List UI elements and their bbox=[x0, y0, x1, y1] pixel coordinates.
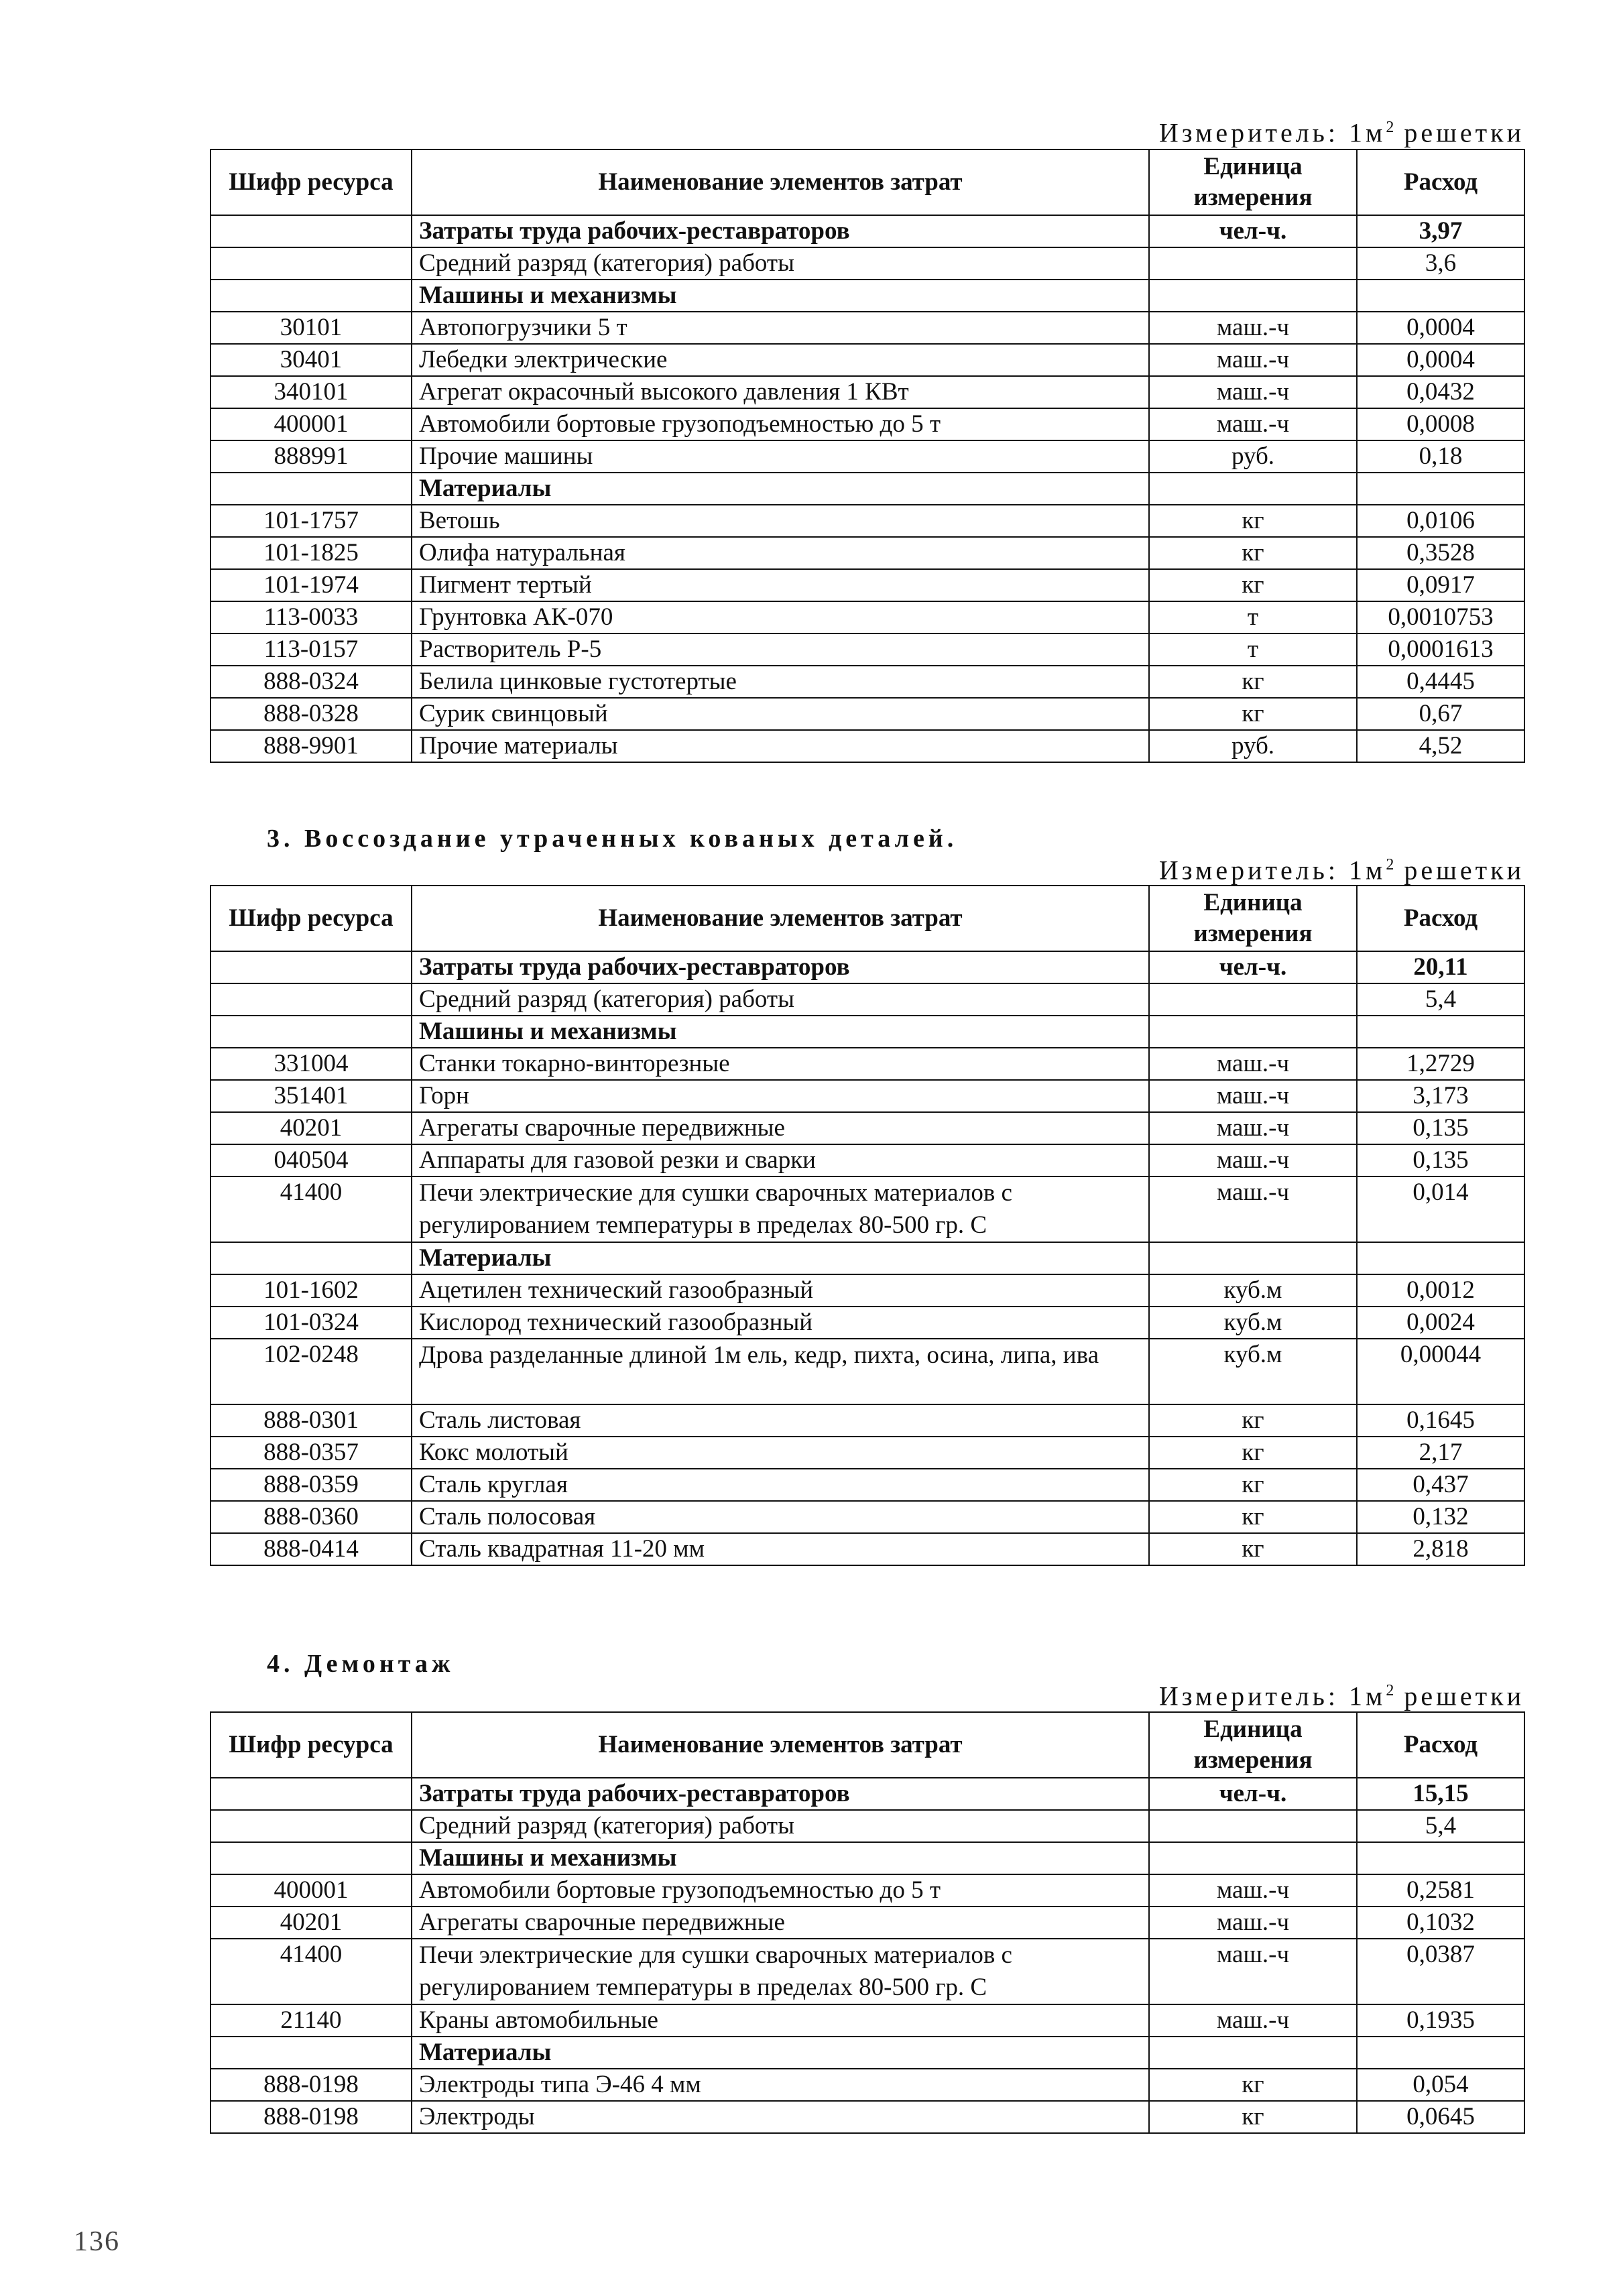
header-unit: Единица измерения bbox=[1149, 149, 1357, 215]
cost-element-name-cell: Сурик свинцовый bbox=[412, 698, 1149, 730]
table-row bbox=[211, 569, 1524, 601]
cost-element-name-cell: Затраты труда рабочих-реставраторов bbox=[412, 215, 1149, 247]
table-row bbox=[211, 440, 1524, 473]
consumption-value-cell: 0,054 bbox=[1357, 2069, 1524, 2101]
table-row bbox=[211, 633, 1524, 666]
resource-code-cell: 101-1602 bbox=[211, 1274, 412, 1307]
unit-cell: маш.-ч bbox=[1149, 1874, 1357, 1907]
table-header-row bbox=[211, 886, 1524, 951]
resource-code-cell: 400001 bbox=[211, 1874, 412, 1907]
consumption-value-cell: 0,0004 bbox=[1357, 312, 1524, 344]
unit-cell: кг bbox=[1149, 1501, 1357, 1533]
consumption-value-cell: 0,0008 bbox=[1357, 408, 1524, 440]
table-row bbox=[211, 1842, 1524, 1874]
consumption-value-cell: 5,4 bbox=[1357, 1810, 1524, 1842]
table-row bbox=[211, 215, 1524, 247]
table-header-row bbox=[211, 149, 1524, 215]
resource-code-cell: 888-0328 bbox=[211, 698, 412, 730]
table-row bbox=[211, 951, 1524, 983]
table-row bbox=[211, 280, 1524, 312]
resource-table bbox=[210, 149, 1525, 763]
unit-cell bbox=[1149, 473, 1357, 505]
consumption-value-cell: 4,52 bbox=[1357, 730, 1524, 762]
cost-element-name-cell: Материалы bbox=[412, 1242, 1149, 1274]
table-row bbox=[211, 601, 1524, 633]
cost-element-name-cell: Прочие машины bbox=[412, 440, 1149, 473]
unit-cell: руб. bbox=[1149, 730, 1357, 762]
cost-element-name-cell: Машины и механизмы bbox=[412, 1016, 1149, 1048]
cost-element-name-cell: Белила цинковые густотертые bbox=[412, 666, 1149, 698]
cost-element-name-cell: Агрегаты сварочные передвижные bbox=[412, 1907, 1149, 1939]
cost-element-name-cell: Средний разряд (категория) работы bbox=[412, 983, 1149, 1016]
consumption-value-cell: 0,0010753 bbox=[1357, 601, 1524, 633]
table-row bbox=[211, 1242, 1524, 1274]
unit-cell: руб. bbox=[1149, 440, 1357, 473]
resource-code-cell bbox=[211, 280, 412, 312]
cost-element-name-cell: Аппараты для газовой резки и сварки bbox=[412, 1144, 1149, 1176]
unit-cell: маш.-ч bbox=[1149, 1907, 1357, 1939]
table-row bbox=[211, 1112, 1524, 1144]
resource-table bbox=[210, 885, 1525, 1566]
cost-element-name-cell: Автомобили бортовые грузоподъемностью до 5 т bbox=[412, 1874, 1149, 1907]
cost-element-name-cell: Электроды типа Э-46 4 мм bbox=[412, 2069, 1149, 2101]
resource-code-cell bbox=[211, 983, 412, 1016]
cost-element-name-cell: Затраты труда рабочих-реставраторов bbox=[412, 951, 1149, 983]
consumption-value-cell bbox=[1357, 2037, 1524, 2069]
cost-element-name-cell: Сталь квадратная 11-20 мм bbox=[412, 1533, 1149, 1565]
table-row bbox=[211, 247, 1524, 280]
cost-element-name-cell: Машины и механизмы bbox=[412, 1842, 1149, 1874]
consumption-value-cell: 0,2581 bbox=[1357, 1874, 1524, 1907]
unit-cell: чел-ч. bbox=[1149, 951, 1357, 983]
unit-cell: кг bbox=[1149, 2101, 1357, 2133]
unit-cell: маш.-ч bbox=[1149, 376, 1357, 408]
consumption-value-cell: 0,014 bbox=[1357, 1176, 1524, 1242]
table-row bbox=[211, 1339, 1524, 1404]
consumption-value-cell: 2,17 bbox=[1357, 1437, 1524, 1469]
consumption-value-cell bbox=[1357, 1016, 1524, 1048]
table-row bbox=[211, 505, 1524, 537]
resource-code-cell: 888-0198 bbox=[211, 2069, 412, 2101]
header-cost-element-name: Наименование элементов затрат bbox=[412, 1712, 1149, 1778]
resource-code-cell: 30401 bbox=[211, 344, 412, 376]
resource-code-cell bbox=[211, 1016, 412, 1048]
unit-cell: кг bbox=[1149, 1533, 1357, 1565]
measure-unit-label: Измеритель: $1м^2$ решетки bbox=[1158, 117, 1524, 148]
consumption-value-cell bbox=[1357, 280, 1524, 312]
unit-cell bbox=[1149, 1242, 1357, 1274]
cost-element-name-cell: Лебедки электрические bbox=[412, 344, 1149, 376]
resource-code-cell: 113-0033 bbox=[211, 601, 412, 633]
cost-element-name-cell: Автопогрузчики 5 т bbox=[412, 312, 1149, 344]
unit-cell: кг bbox=[1149, 698, 1357, 730]
cost-element-name-cell: Средний разряд (категория) работы bbox=[412, 1810, 1149, 1842]
resource-code-cell: 113-0157 bbox=[211, 633, 412, 666]
unit-cell: маш.-ч bbox=[1149, 408, 1357, 440]
resource-code-cell: 21140 bbox=[211, 2004, 412, 2037]
unit-cell: маш.-ч bbox=[1149, 1048, 1357, 1080]
cost-element-name-cell: Сталь листовая bbox=[412, 1404, 1149, 1437]
unit-cell: куб.м bbox=[1149, 1274, 1357, 1307]
header-unit: Единица измерения bbox=[1149, 886, 1357, 951]
cost-element-name-cell: Прочие материалы bbox=[412, 730, 1149, 762]
resource-code-cell: 30101 bbox=[211, 312, 412, 344]
table-row bbox=[211, 2037, 1524, 2069]
unit-cell: куб.м bbox=[1149, 1307, 1357, 1339]
resource-code-cell: 41400 bbox=[211, 1939, 412, 2004]
header-consumption: Расход bbox=[1357, 1712, 1524, 1778]
consumption-value-cell: 0,0106 bbox=[1357, 505, 1524, 537]
unit-cell: маш.-ч bbox=[1149, 1112, 1357, 1144]
unit-cell: кг bbox=[1149, 1437, 1357, 1469]
table-row bbox=[211, 1307, 1524, 1339]
header-consumption: Расход bbox=[1357, 886, 1524, 951]
consumption-value-cell: 15,15 bbox=[1357, 1778, 1524, 1810]
cost-element-name-cell: Ацетилен технический газообразный bbox=[412, 1274, 1149, 1307]
consumption-value-cell: 0,1935 bbox=[1357, 2004, 1524, 2037]
table-row bbox=[211, 376, 1524, 408]
consumption-value-cell: 0,18 bbox=[1357, 440, 1524, 473]
resource-code-cell: 351401 bbox=[211, 1080, 412, 1112]
table-row bbox=[211, 2069, 1524, 2101]
cost-element-name-cell: Средний разряд (категория) работы bbox=[412, 247, 1149, 280]
table-row bbox=[211, 1144, 1524, 1176]
resource-code-cell bbox=[211, 951, 412, 983]
cost-element-name-cell: Кислород технический газообразный bbox=[412, 1307, 1149, 1339]
consumption-value-cell: 3,97 bbox=[1357, 215, 1524, 247]
resource-code-cell: 101-1974 bbox=[211, 569, 412, 601]
table-row bbox=[211, 312, 1524, 344]
table-header-row bbox=[211, 1712, 1524, 1778]
measure-unit-label: Измеритель: $1м^2$ решетки bbox=[1158, 855, 1524, 886]
resource-code-cell: 040504 bbox=[211, 1144, 412, 1176]
unit-cell: маш.-ч bbox=[1149, 312, 1357, 344]
table-row bbox=[211, 1080, 1524, 1112]
consumption-value-cell: 20,11 bbox=[1357, 951, 1524, 983]
resource-code-cell bbox=[211, 1842, 412, 1874]
resource-code-cell bbox=[211, 473, 412, 505]
resource-code-cell: 41400 bbox=[211, 1176, 412, 1242]
consumption-value-cell: 0,0004 bbox=[1357, 344, 1524, 376]
cost-element-name-cell: Сталь полосовая bbox=[412, 1501, 1149, 1533]
consumption-value-cell: 2,818 bbox=[1357, 1533, 1524, 1565]
resource-code-cell bbox=[211, 215, 412, 247]
cost-element-name-cell: Растворитель Р-5 bbox=[412, 633, 1149, 666]
unit-cell: куб.м bbox=[1149, 1339, 1357, 1404]
section-title: 3. Воссоздание утраченных кованых деталей. bbox=[267, 825, 958, 853]
consumption-value-cell: 0,1032 bbox=[1357, 1907, 1524, 1939]
table-row bbox=[211, 1048, 1524, 1080]
cost-element-name-cell: Машины и механизмы bbox=[412, 280, 1149, 312]
resource-code-cell bbox=[211, 1810, 412, 1842]
cost-element-name-cell: Агрегат окрасочный высокого давления 1 КВт bbox=[412, 376, 1149, 408]
header-resource-code: Шифр ресурса bbox=[211, 1712, 412, 1778]
table-row bbox=[211, 1469, 1524, 1501]
consumption-value-cell: 0,3528 bbox=[1357, 537, 1524, 569]
cost-element-name-cell: Печи электрические для сушки сварочных материалов с регулированием температуры в пределах 80-500 гр. С bbox=[412, 1939, 1149, 2004]
table-row bbox=[211, 1501, 1524, 1533]
table-row bbox=[211, 1404, 1524, 1437]
unit-cell bbox=[1149, 1810, 1357, 1842]
table-row bbox=[211, 1874, 1524, 1907]
table-row bbox=[211, 2101, 1524, 2133]
consumption-value-cell: 0,0001613 bbox=[1357, 633, 1524, 666]
table-row bbox=[211, 1778, 1524, 1810]
section-title: 4. Демонтаж bbox=[267, 1650, 455, 1678]
cost-element-name-cell: Материалы bbox=[412, 473, 1149, 505]
resource-code-cell: 331004 bbox=[211, 1048, 412, 1080]
cost-element-name-cell: Ветошь bbox=[412, 505, 1149, 537]
consumption-value-cell bbox=[1357, 473, 1524, 505]
cost-element-name-cell: Материалы bbox=[412, 2037, 1149, 2069]
cost-element-name-cell: Агрегаты сварочные передвижные bbox=[412, 1112, 1149, 1144]
unit-cell bbox=[1149, 1842, 1357, 1874]
consumption-value-cell: 5,4 bbox=[1357, 983, 1524, 1016]
unit-cell bbox=[1149, 280, 1357, 312]
table-row bbox=[211, 666, 1524, 698]
unit-cell: кг bbox=[1149, 666, 1357, 698]
unit-cell: кг bbox=[1149, 2069, 1357, 2101]
resource-code-cell: 101-1757 bbox=[211, 505, 412, 537]
unit-cell: кг bbox=[1149, 1404, 1357, 1437]
resource-code-cell: 101-0324 bbox=[211, 1307, 412, 1339]
consumption-value-cell: 1,2729 bbox=[1357, 1048, 1524, 1080]
cost-element-name-cell: Электроды bbox=[412, 2101, 1149, 2133]
consumption-value-cell: 0,0387 bbox=[1357, 1939, 1524, 2004]
cost-element-name-cell: Краны автомобильные bbox=[412, 2004, 1149, 2037]
header-consumption: Расход bbox=[1357, 149, 1524, 215]
header-resource-code: Шифр ресурса bbox=[211, 886, 412, 951]
resource-code-cell: 888-0357 bbox=[211, 1437, 412, 1469]
unit-cell: т bbox=[1149, 601, 1357, 633]
table-row bbox=[211, 983, 1524, 1016]
table-row bbox=[211, 537, 1524, 569]
cost-element-name-cell: Олифа натуральная bbox=[412, 537, 1149, 569]
consumption-value-cell: 0,135 bbox=[1357, 1112, 1524, 1144]
consumption-value-cell: 0,135 bbox=[1357, 1144, 1524, 1176]
consumption-value-cell bbox=[1357, 1842, 1524, 1874]
consumption-value-cell: 0,0645 bbox=[1357, 2101, 1524, 2133]
unit-cell bbox=[1149, 1016, 1357, 1048]
resource-code-cell: 888991 bbox=[211, 440, 412, 473]
unit-cell: чел-ч. bbox=[1149, 215, 1357, 247]
unit-cell: чел-ч. bbox=[1149, 1778, 1357, 1810]
cost-element-name-cell: Горн bbox=[412, 1080, 1149, 1112]
unit-cell bbox=[1149, 2037, 1357, 2069]
table-row bbox=[211, 473, 1524, 505]
resource-code-cell: 888-0198 bbox=[211, 2101, 412, 2133]
consumption-value-cell: 3,6 bbox=[1357, 247, 1524, 280]
resource-code-cell: 888-0301 bbox=[211, 1404, 412, 1437]
cost-element-name-cell: Автомобили бортовые грузоподъемностью до 5 т bbox=[412, 408, 1149, 440]
resource-code-cell: 888-0324 bbox=[211, 666, 412, 698]
resource-code-cell: 888-0414 bbox=[211, 1533, 412, 1565]
page-number: 136 bbox=[74, 2226, 120, 2257]
unit-cell bbox=[1149, 983, 1357, 1016]
unit-cell: маш.-ч bbox=[1149, 344, 1357, 376]
unit-cell: маш.-ч bbox=[1149, 1939, 1357, 2004]
consumption-value-cell bbox=[1357, 1242, 1524, 1274]
header-cost-element-name: Наименование элементов затрат bbox=[412, 149, 1149, 215]
resource-code-cell: 888-0360 bbox=[211, 1501, 412, 1533]
table-row bbox=[211, 1907, 1524, 1939]
table-row bbox=[211, 408, 1524, 440]
table-row bbox=[211, 1274, 1524, 1307]
consumption-value-cell: 0,1645 bbox=[1357, 1404, 1524, 1437]
consumption-value-cell: 0,67 bbox=[1357, 698, 1524, 730]
consumption-value-cell: 0,0432 bbox=[1357, 376, 1524, 408]
consumption-value-cell: 0,0024 bbox=[1357, 1307, 1524, 1339]
cost-element-name-cell: Грунтовка АК-070 bbox=[412, 601, 1149, 633]
unit-cell: маш.-ч bbox=[1149, 1176, 1357, 1242]
unit-cell: т bbox=[1149, 633, 1357, 666]
resource-code-cell: 40201 bbox=[211, 1112, 412, 1144]
table-row bbox=[211, 1939, 1524, 2004]
table-row bbox=[211, 1016, 1524, 1048]
consumption-value-cell: 0,437 bbox=[1357, 1469, 1524, 1501]
table-row bbox=[211, 698, 1524, 730]
resource-code-cell: 102-0248 bbox=[211, 1339, 412, 1404]
cost-element-name-cell: Пигмент тертый bbox=[412, 569, 1149, 601]
resource-code-cell: 340101 bbox=[211, 376, 412, 408]
resource-code-cell bbox=[211, 1242, 412, 1274]
table-row bbox=[211, 1176, 1524, 1242]
header-resource-code: Шифр ресурса bbox=[211, 149, 412, 215]
table-row bbox=[211, 730, 1524, 762]
unit-cell: маш.-ч bbox=[1149, 2004, 1357, 2037]
resource-table bbox=[210, 1711, 1525, 2134]
header-unit: Единица измерения bbox=[1149, 1712, 1357, 1778]
header-cost-element-name: Наименование элементов затрат bbox=[412, 886, 1149, 951]
resource-code-cell: 40201 bbox=[211, 1907, 412, 1939]
consumption-value-cell: 0,132 bbox=[1357, 1501, 1524, 1533]
cost-element-name-cell: Печи электрические для сушки сварочных материалов с регулированием температуры в пределах 80-500 гр. С bbox=[412, 1176, 1149, 1242]
table-row bbox=[211, 1533, 1524, 1565]
unit-cell: маш.-ч bbox=[1149, 1080, 1357, 1112]
unit-cell: кг bbox=[1149, 505, 1357, 537]
cost-element-name-cell: Дрова разделанные длиной 1м ель, кедр, пихта, осина, липа, ива bbox=[412, 1339, 1149, 1404]
resource-code-cell: 888-9901 bbox=[211, 730, 412, 762]
resource-code-cell: 101-1825 bbox=[211, 537, 412, 569]
unit-cell: кг bbox=[1149, 1469, 1357, 1501]
resource-code-cell bbox=[211, 2037, 412, 2069]
table-row bbox=[211, 344, 1524, 376]
consumption-value-cell: 0,4445 bbox=[1357, 666, 1524, 698]
measure-unit-label: Измеритель: $1м^2$ решетки bbox=[1158, 1681, 1524, 1711]
unit-cell: кг bbox=[1149, 537, 1357, 569]
cost-element-name-cell: Станки токарно-винторезные bbox=[412, 1048, 1149, 1080]
resource-code-cell bbox=[211, 247, 412, 280]
consumption-value-cell: 0,0012 bbox=[1357, 1274, 1524, 1307]
table-row bbox=[211, 1810, 1524, 1842]
unit-cell bbox=[1149, 247, 1357, 280]
table-row bbox=[211, 2004, 1524, 2037]
unit-cell: маш.-ч bbox=[1149, 1144, 1357, 1176]
consumption-value-cell: 3,173 bbox=[1357, 1080, 1524, 1112]
consumption-value-cell: 0,00044 bbox=[1357, 1339, 1524, 1404]
unit-cell: кг bbox=[1149, 569, 1357, 601]
resource-code-cell: 400001 bbox=[211, 408, 412, 440]
resource-code-cell bbox=[211, 1778, 412, 1810]
cost-element-name-cell: Сталь круглая bbox=[412, 1469, 1149, 1501]
consumption-value-cell: 0,0917 bbox=[1357, 569, 1524, 601]
cost-element-name-cell: Кокс молотый bbox=[412, 1437, 1149, 1469]
resource-code-cell: 888-0359 bbox=[211, 1469, 412, 1501]
cost-element-name-cell: Затраты труда рабочих-реставраторов bbox=[412, 1778, 1149, 1810]
table-row bbox=[211, 1437, 1524, 1469]
